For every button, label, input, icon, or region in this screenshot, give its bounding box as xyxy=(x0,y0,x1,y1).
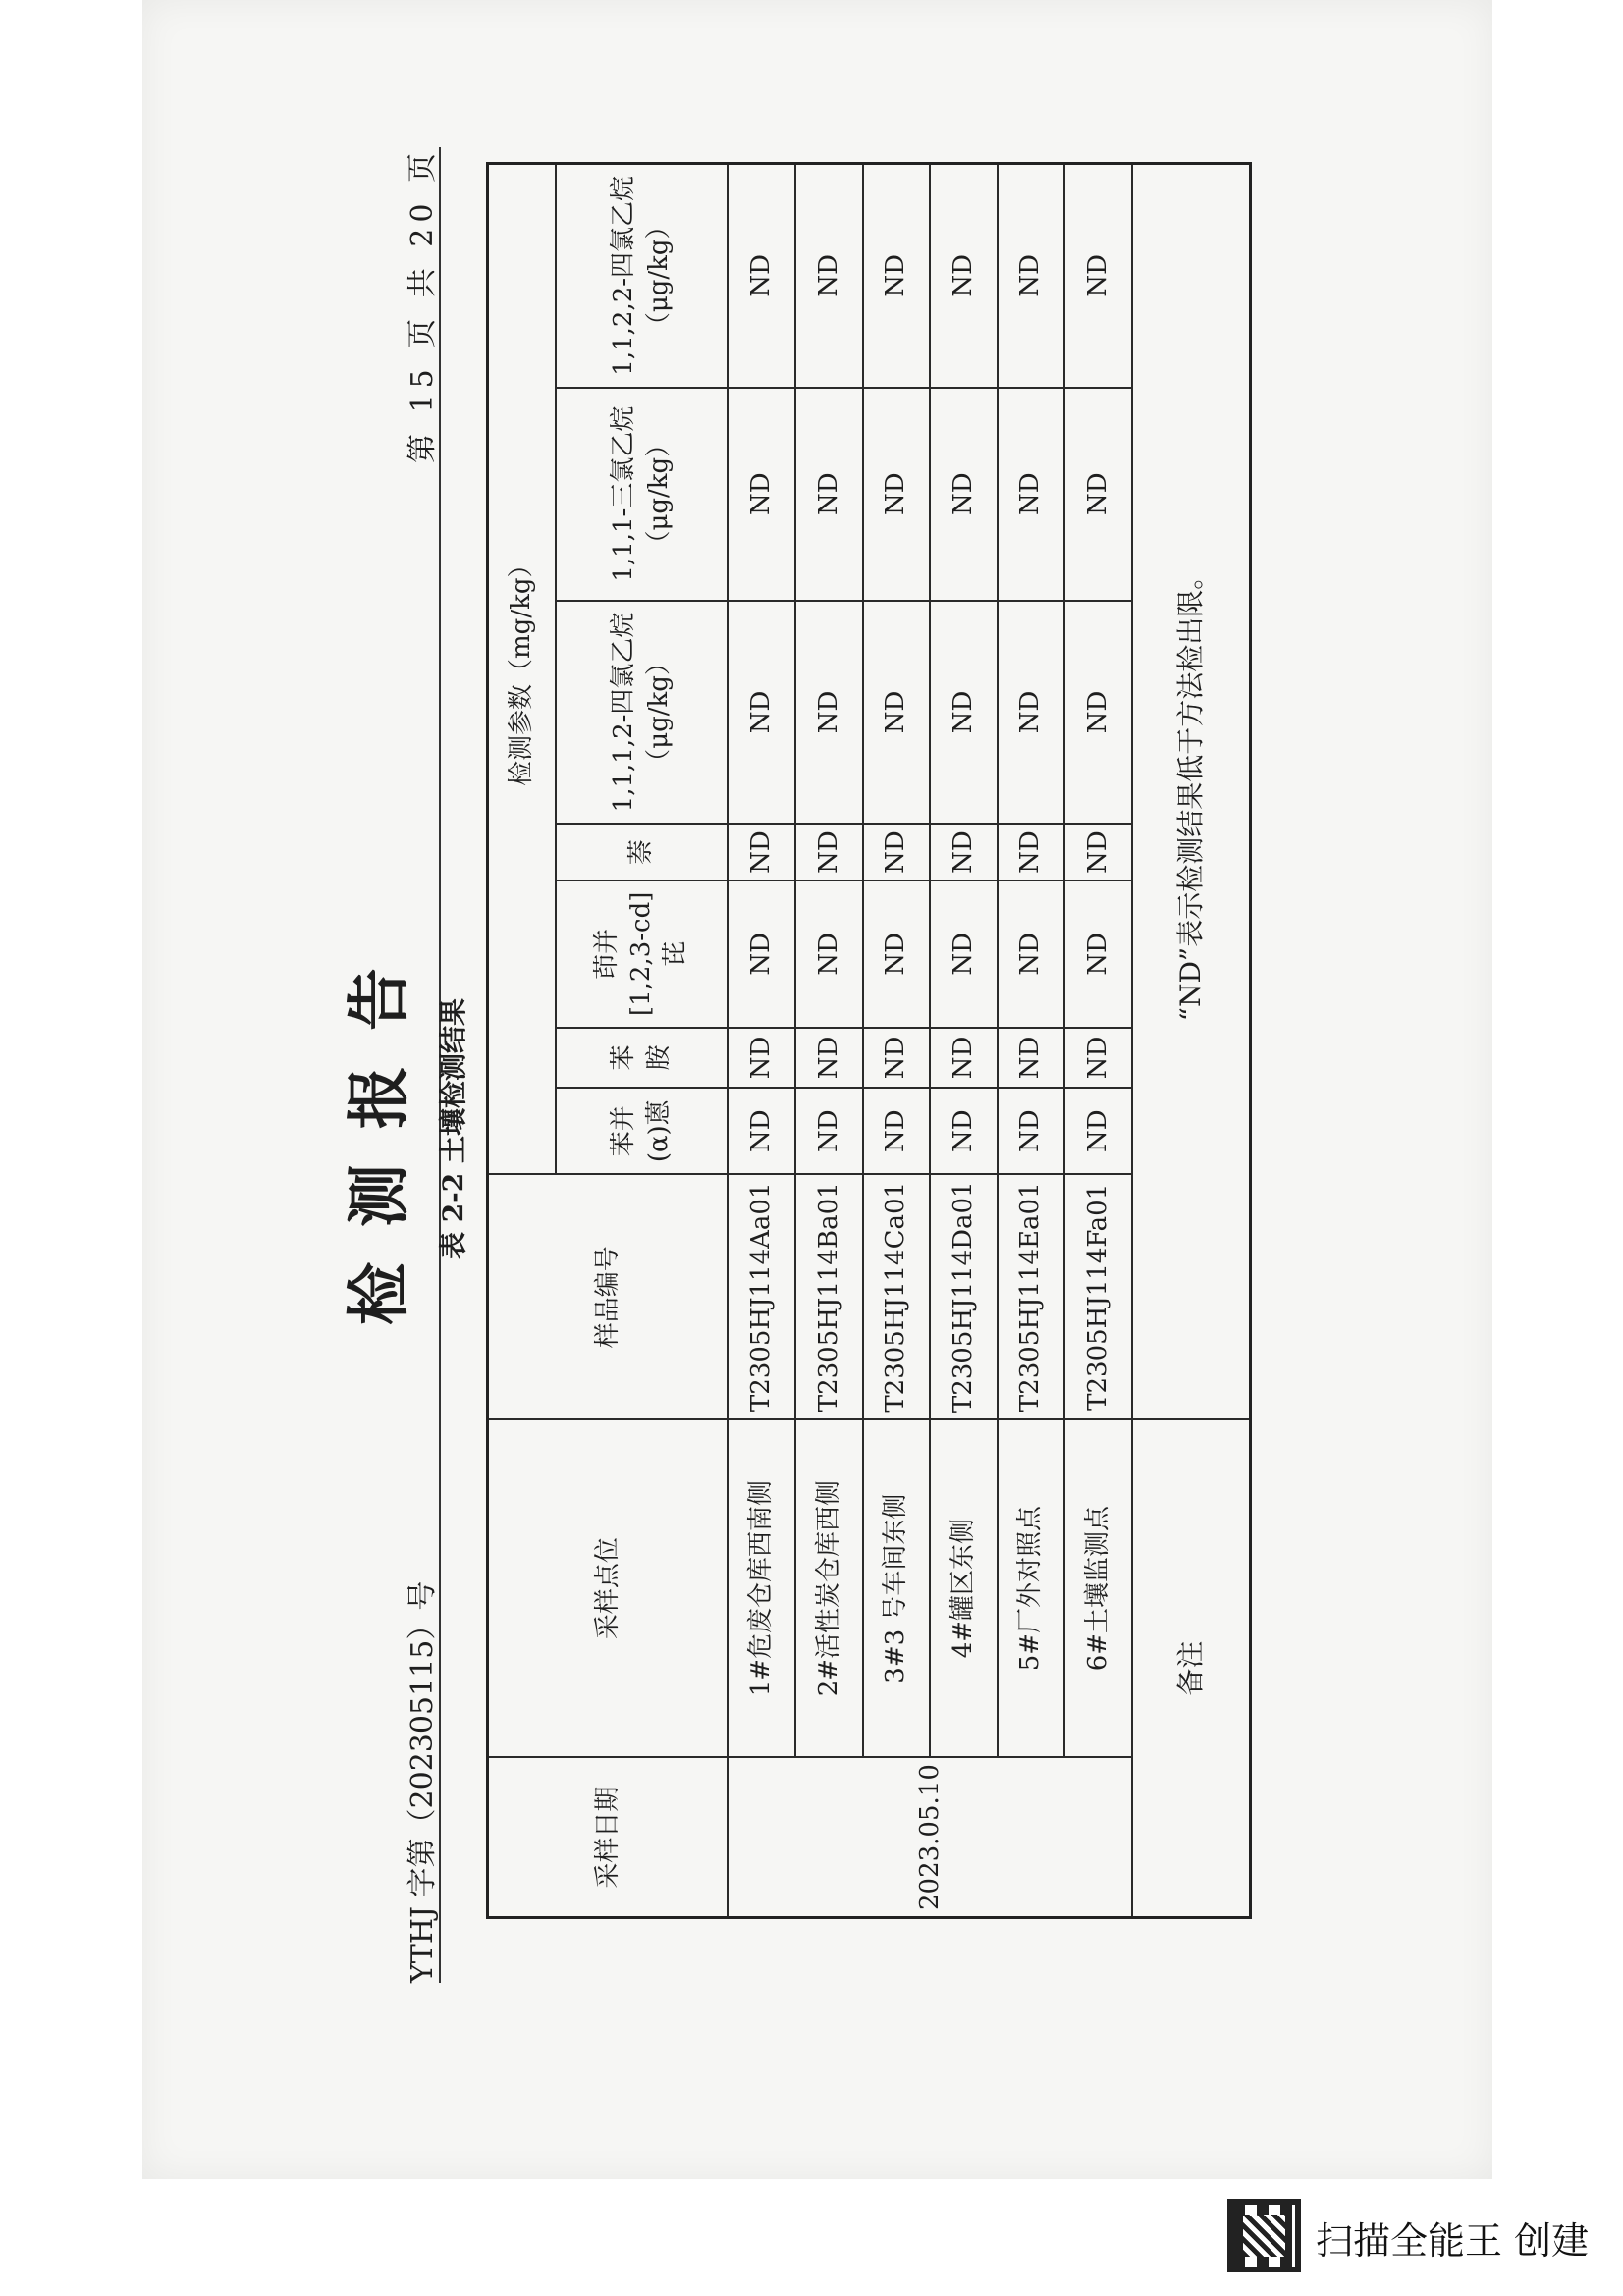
location-cell: 1#危废仓库西南侧 xyxy=(728,1419,795,1757)
header-param: 1,1,1-三氯乙烷（μg/kg） xyxy=(556,388,728,601)
value-cell: ND xyxy=(728,1088,795,1174)
header-sample-id: 样品编号 xyxy=(488,1174,729,1419)
header-param: 萘 xyxy=(556,824,728,881)
value-cell: ND xyxy=(795,1028,863,1088)
header-params-group: 检测参数（mg/kg） xyxy=(488,164,556,1175)
value-cell: ND xyxy=(998,601,1065,825)
sample-id-cell: T2305HJ114Fa01 xyxy=(1064,1174,1132,1419)
sample-id-cell: T2305HJ114Aa01 xyxy=(728,1174,795,1419)
sample-id-cell: T2305HJ114Ba01 xyxy=(795,1174,863,1419)
value-cell: ND xyxy=(998,1088,1065,1174)
location-cell: 6#土壤监测点 xyxy=(1064,1419,1132,1757)
table-row xyxy=(998,164,1065,1918)
rotated-content xyxy=(299,147,1605,2110)
value-cell: ND xyxy=(930,1088,998,1174)
location-cell: 2#活性炭仓库西侧 xyxy=(795,1419,863,1757)
value-cell: ND xyxy=(1064,388,1132,601)
sample-id-cell: T2305HJ114Ca01 xyxy=(863,1174,931,1419)
value-cell: ND xyxy=(930,388,998,601)
value-cell: ND xyxy=(1064,1088,1132,1174)
sample-id-cell: T2305HJ114Da01 xyxy=(930,1174,998,1419)
table-row xyxy=(795,164,863,1918)
value-cell: ND xyxy=(863,164,931,388)
header-param: 苯并(α)蒽 xyxy=(556,1088,728,1174)
value-cell: ND xyxy=(1064,601,1132,825)
value-cell: ND xyxy=(930,164,998,388)
value-cell: ND xyxy=(1064,1028,1132,1088)
value-cell: ND xyxy=(795,881,863,1028)
location-cell: 5#厂外对照点 xyxy=(998,1419,1065,1757)
soil-results-table xyxy=(486,162,1252,1919)
table-caption: 表 2-2 土壤检测结果 xyxy=(437,997,469,1260)
page-info: 第 15 页 共 20 页 xyxy=(406,147,440,464)
value-cell: ND xyxy=(795,601,863,825)
value-cell: ND xyxy=(863,1088,931,1174)
value-cell: ND xyxy=(863,824,931,881)
value-cell: ND xyxy=(998,824,1065,881)
value-cell: ND xyxy=(863,388,931,601)
value-cell: ND xyxy=(1064,164,1132,388)
value-cell: ND xyxy=(863,881,931,1028)
value-cell: ND xyxy=(728,1028,795,1088)
location-cell: 3#3 号车间东侧 xyxy=(863,1419,931,1757)
value-cell: ND xyxy=(863,601,931,825)
value-cell: ND xyxy=(930,1028,998,1088)
header-param: 1,1,2,2-四氯乙烷（μg/kg） xyxy=(556,164,728,388)
value-cell: ND xyxy=(863,1028,931,1088)
value-cell: ND xyxy=(998,881,1065,1028)
note-row xyxy=(1132,164,1251,1918)
value-cell: ND xyxy=(795,824,863,881)
value-cell: ND xyxy=(795,164,863,388)
table-row xyxy=(930,164,998,1918)
sample-date-cell: 2023.05.10 xyxy=(728,1757,1132,1917)
value-cell: ND xyxy=(1064,824,1132,881)
location-cell: 4#罐区东侧 xyxy=(930,1419,998,1757)
value-cell: ND xyxy=(728,164,795,388)
header-location: 采样点位 xyxy=(488,1419,729,1757)
header-param: 茚并[1,2,3-cd]芘 xyxy=(556,881,728,1028)
table-header-row-1 xyxy=(488,164,556,1918)
table-row xyxy=(728,164,795,1918)
value-cell: ND xyxy=(795,1088,863,1174)
note-text: “ND”表示检测结果低于方法检出限。 xyxy=(1132,164,1251,1420)
table-row xyxy=(863,164,931,1918)
value-cell: ND xyxy=(998,164,1065,388)
value-cell: ND xyxy=(930,881,998,1028)
value-cell: ND xyxy=(728,824,795,881)
value-cell: ND xyxy=(795,388,863,601)
header-param: 苯胺 xyxy=(556,1028,728,1088)
value-cell: ND xyxy=(998,1028,1065,1088)
note-label: 备注 xyxy=(1132,1419,1251,1917)
value-cell: ND xyxy=(930,601,998,825)
header-sample-date: 采样日期 xyxy=(488,1757,729,1917)
value-cell: ND xyxy=(728,388,795,601)
sample-id-cell: T2305HJ114Ea01 xyxy=(998,1174,1065,1419)
value-cell: ND xyxy=(1064,881,1132,1028)
scanner-watermark: 扫描全能王 创建 xyxy=(1316,2219,1590,2263)
header-param: 1,1,1,2-四氯乙烷（μg/kg） xyxy=(556,601,728,825)
qr-code-icon xyxy=(1227,2199,1301,2272)
scanned-page xyxy=(142,0,1492,2179)
value-cell: ND xyxy=(930,824,998,881)
value-cell: ND xyxy=(728,881,795,1028)
doc-number: YTHJ 字第（202305115）号 xyxy=(406,1580,440,1983)
report-title: 检测报告 xyxy=(343,933,416,1325)
value-cell: ND xyxy=(728,601,795,825)
table-row xyxy=(1064,164,1132,1918)
value-cell: ND xyxy=(998,388,1065,601)
